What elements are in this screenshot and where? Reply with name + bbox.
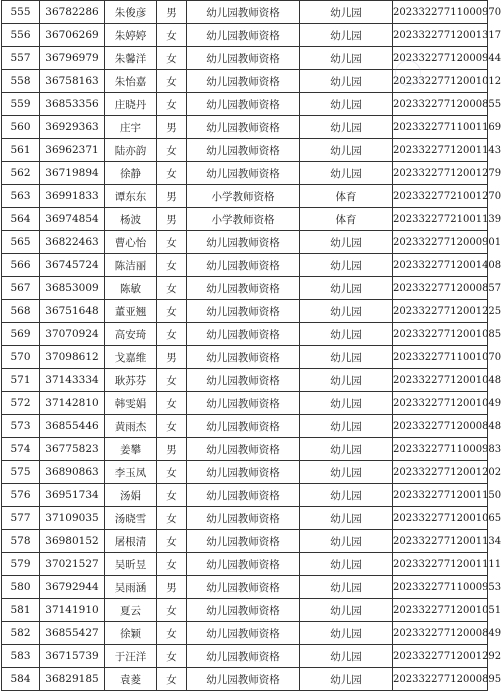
candidate-name-cell: 董亚翘 bbox=[105, 300, 157, 323]
subject-cell: 幼儿园 bbox=[300, 139, 393, 162]
ticket-number-cell: 36855427 bbox=[40, 622, 105, 645]
subject-cell: 幼儿园 bbox=[300, 346, 393, 369]
gender-cell: 女 bbox=[157, 47, 187, 70]
row-number-cell: 582 bbox=[2, 622, 40, 645]
qualification-type-cell: 幼儿园教师资格 bbox=[187, 576, 300, 599]
qualification-type-cell: 幼儿园教师资格 bbox=[187, 369, 300, 392]
ticket-number-cell: 36991833 bbox=[40, 185, 105, 208]
ticket-number-cell: 36719894 bbox=[40, 162, 105, 185]
ticket-number-cell: 36929363 bbox=[40, 116, 105, 139]
subject-cell: 幼儿园 bbox=[300, 231, 393, 254]
gender-cell: 男 bbox=[157, 185, 187, 208]
row-number-cell: 573 bbox=[2, 415, 40, 438]
candidate-name-cell: 汤娟 bbox=[105, 484, 157, 507]
candidate-name-cell: 夏云 bbox=[105, 599, 157, 622]
gender-cell: 男 bbox=[157, 346, 187, 369]
ticket-number-cell: 37021527 bbox=[40, 553, 105, 576]
gender-cell: 女 bbox=[157, 231, 187, 254]
ticket-number-cell: 37141910 bbox=[40, 599, 105, 622]
gender-cell: 女 bbox=[157, 415, 187, 438]
qualification-type-cell: 幼儿园教师资格 bbox=[187, 300, 300, 323]
candidate-name-cell: 朱俊彦 bbox=[105, 1, 157, 24]
candidate-name-cell: 戈嘉维 bbox=[105, 346, 157, 369]
subject-cell: 幼儿园 bbox=[300, 599, 393, 622]
subject-cell: 幼儿园 bbox=[300, 254, 393, 277]
candidate-name-cell: 袁菱 bbox=[105, 668, 157, 691]
table-row bbox=[2, 1, 488, 24]
ticket-number-cell: 36951734 bbox=[40, 484, 105, 507]
ticket-number-cell: 37109035 bbox=[40, 507, 105, 530]
gender-cell: 男 bbox=[157, 1, 187, 24]
roster-table-body bbox=[2, 1, 501, 691]
qualification-type-cell: 幼儿园教师资格 bbox=[187, 392, 300, 415]
table-row bbox=[2, 622, 488, 645]
qualification-type-cell: 幼儿园教师资格 bbox=[187, 162, 300, 185]
candidate-name-cell: 汤晓雪 bbox=[105, 507, 157, 530]
candidate-name-cell: 庄宇 bbox=[105, 116, 157, 139]
ticket-number-cell: 36758163 bbox=[40, 70, 105, 93]
row-number-cell: 567 bbox=[2, 277, 40, 300]
subject-cell: 幼儿园 bbox=[300, 93, 393, 116]
candidate-name-cell: 朱婷婷 bbox=[105, 24, 157, 47]
certificate-number-cell: 20233227712000895 bbox=[393, 668, 488, 691]
subject-cell: 幼儿园 bbox=[300, 438, 393, 461]
certificate-number-cell: 20233227711000953 bbox=[393, 576, 488, 599]
gender-cell: 女 bbox=[157, 645, 187, 668]
certificate-number-cell: 20233227712001065 bbox=[393, 507, 488, 530]
certificate-number-cell: 20233227712000848 bbox=[393, 415, 488, 438]
subject-cell: 幼儿园 bbox=[300, 369, 393, 392]
ticket-number-cell: 36974854 bbox=[40, 208, 105, 231]
certificate-number-cell: 20233227712000849 bbox=[393, 622, 488, 645]
candidate-name-cell: 耿苏芬 bbox=[105, 369, 157, 392]
ticket-number-cell: 37098612 bbox=[40, 346, 105, 369]
candidate-name-cell: 陈洁丽 bbox=[105, 254, 157, 277]
table-row bbox=[2, 93, 488, 116]
subject-cell: 幼儿园 bbox=[300, 507, 393, 530]
ticket-number-cell: 36822463 bbox=[40, 231, 105, 254]
qualification-type-cell: 幼儿园教师资格 bbox=[187, 461, 300, 484]
candidate-name-cell: 曹心怡 bbox=[105, 231, 157, 254]
row-number-cell: 571 bbox=[2, 369, 40, 392]
certificate-number-cell: 20233227712000944 bbox=[393, 47, 488, 70]
subject-cell: 幼儿园 bbox=[300, 484, 393, 507]
certificate-number-cell: 20233227712001279 bbox=[393, 162, 488, 185]
table-row bbox=[2, 300, 488, 323]
subject-cell: 幼儿园 bbox=[300, 24, 393, 47]
table-row bbox=[2, 116, 488, 139]
subject-cell: 幼儿园 bbox=[300, 530, 393, 553]
subject-cell: 幼儿园 bbox=[300, 392, 393, 415]
candidate-name-cell: 徐静 bbox=[105, 162, 157, 185]
table-row bbox=[2, 24, 488, 47]
row-number-cell: 577 bbox=[2, 507, 40, 530]
candidate-name-cell: 李玉凤 bbox=[105, 461, 157, 484]
table-row bbox=[2, 461, 488, 484]
subject-cell: 幼儿园 bbox=[300, 323, 393, 346]
row-number-cell: 561 bbox=[2, 139, 40, 162]
gender-cell: 女 bbox=[157, 139, 187, 162]
qualification-type-cell: 幼儿园教师资格 bbox=[187, 599, 300, 622]
certificate-number-cell: 20233227712001408 bbox=[393, 254, 488, 277]
qualification-type-cell: 幼儿园教师资格 bbox=[187, 254, 300, 277]
certificate-number-cell: 20233227712001111 bbox=[393, 553, 488, 576]
certificate-number-cell: 20233227712001292 bbox=[393, 645, 488, 668]
candidate-name-cell: 杨波 bbox=[105, 208, 157, 231]
qualification-type-cell: 幼儿园教师资格 bbox=[187, 645, 300, 668]
candidate-name-cell: 朱馨洋 bbox=[105, 47, 157, 70]
ticket-number-cell: 37142810 bbox=[40, 392, 105, 415]
subject-cell: 幼儿园 bbox=[300, 553, 393, 576]
row-number-cell: 557 bbox=[2, 47, 40, 70]
gender-cell: 男 bbox=[157, 116, 187, 139]
roster-table bbox=[1, 0, 501, 691]
candidate-name-cell: 韩雯娟 bbox=[105, 392, 157, 415]
row-number-cell: 572 bbox=[2, 392, 40, 415]
certificate-number-cell: 20233227711001070 bbox=[393, 346, 488, 369]
gender-cell: 女 bbox=[157, 484, 187, 507]
row-number-cell: 565 bbox=[2, 231, 40, 254]
qualification-type-cell: 幼儿园教师资格 bbox=[187, 507, 300, 530]
subject-cell: 幼儿园 bbox=[300, 116, 393, 139]
qualification-type-cell: 幼儿园教师资格 bbox=[187, 484, 300, 507]
gender-cell: 女 bbox=[157, 70, 187, 93]
certificate-number-cell: 20233227721001270 bbox=[393, 185, 488, 208]
gender-cell: 女 bbox=[157, 300, 187, 323]
row-number-cell: 562 bbox=[2, 162, 40, 185]
qualification-type-cell: 幼儿园教师资格 bbox=[187, 139, 300, 162]
candidate-name-cell: 吴雨涵 bbox=[105, 576, 157, 599]
qualification-type-cell: 小学教师资格 bbox=[187, 185, 300, 208]
qualification-type-cell: 幼儿园教师资格 bbox=[187, 47, 300, 70]
row-number-cell: 559 bbox=[2, 93, 40, 116]
table-row bbox=[2, 668, 488, 691]
certificate-number-cell: 20233227712000855 bbox=[393, 93, 488, 116]
ticket-number-cell: 36980152 bbox=[40, 530, 105, 553]
gender-cell: 女 bbox=[157, 507, 187, 530]
certificate-number-cell: 20233227712001134 bbox=[393, 530, 488, 553]
row-number-cell: 575 bbox=[2, 461, 40, 484]
ticket-number-cell: 36853356 bbox=[40, 93, 105, 116]
table-row bbox=[2, 369, 488, 392]
candidate-name-cell: 朱怡嘉 bbox=[105, 70, 157, 93]
table-row bbox=[2, 323, 488, 346]
subject-cell: 幼儿园 bbox=[300, 415, 393, 438]
row-number-cell: 558 bbox=[2, 70, 40, 93]
row-number-cell: 564 bbox=[2, 208, 40, 231]
ticket-number-cell: 36962371 bbox=[40, 139, 105, 162]
certificate-number-cell: 20233227711000970 bbox=[393, 1, 488, 24]
table-row bbox=[2, 576, 488, 599]
gender-cell: 男 bbox=[157, 438, 187, 461]
certificate-number-cell: 20233227712001202 bbox=[393, 461, 488, 484]
qualification-type-cell: 小学教师资格 bbox=[187, 208, 300, 231]
row-number-cell: 578 bbox=[2, 530, 40, 553]
table-row bbox=[2, 277, 488, 300]
certificate-number-cell: 20233227711000983 bbox=[393, 438, 488, 461]
subject-cell: 幼儿园 bbox=[300, 300, 393, 323]
qualification-type-cell: 幼儿园教师资格 bbox=[187, 93, 300, 116]
certificate-number-cell: 20233227712001317 bbox=[393, 24, 488, 47]
table-row bbox=[2, 231, 488, 254]
subject-cell: 幼儿园 bbox=[300, 645, 393, 668]
ticket-number-cell: 36782286 bbox=[40, 1, 105, 24]
ticket-number-cell: 36792944 bbox=[40, 576, 105, 599]
row-number-cell: 563 bbox=[2, 185, 40, 208]
gender-cell: 女 bbox=[157, 93, 187, 116]
certificate-number-cell: 20233227712001051 bbox=[393, 599, 488, 622]
certificate-number-cell: 20233227712001048 bbox=[393, 369, 488, 392]
table-row bbox=[2, 392, 488, 415]
certificate-number-cell: 20233227712001150 bbox=[393, 484, 488, 507]
certificate-number-cell: 20233227712001012 bbox=[393, 70, 488, 93]
gender-cell: 女 bbox=[157, 530, 187, 553]
qualification-type-cell: 幼儿园教师资格 bbox=[187, 553, 300, 576]
row-number-cell: 566 bbox=[2, 254, 40, 277]
table-row bbox=[2, 507, 488, 530]
row-number-cell: 569 bbox=[2, 323, 40, 346]
candidate-name-cell: 陆亦韵 bbox=[105, 139, 157, 162]
gender-cell: 女 bbox=[157, 553, 187, 576]
gender-cell: 男 bbox=[157, 208, 187, 231]
candidate-name-cell: 黄雨杰 bbox=[105, 415, 157, 438]
qualification-type-cell: 幼儿园教师资格 bbox=[187, 323, 300, 346]
ticket-number-cell: 36855446 bbox=[40, 415, 105, 438]
qualification-type-cell: 幼儿园教师资格 bbox=[187, 70, 300, 93]
qualification-type-cell: 幼儿园教师资格 bbox=[187, 530, 300, 553]
row-number-cell: 556 bbox=[2, 24, 40, 47]
certificate-number-cell: 20233227711001169 bbox=[393, 116, 488, 139]
row-number-cell: 580 bbox=[2, 576, 40, 599]
certificate-number-cell: 20233227712001143 bbox=[393, 139, 488, 162]
gender-cell: 女 bbox=[157, 323, 187, 346]
table-row bbox=[2, 415, 488, 438]
ticket-number-cell: 36775823 bbox=[40, 438, 105, 461]
table-row bbox=[2, 208, 488, 231]
ticket-number-cell: 36890863 bbox=[40, 461, 105, 484]
gender-cell: 女 bbox=[157, 369, 187, 392]
candidate-name-cell: 陈敏 bbox=[105, 277, 157, 300]
ticket-number-cell: 36853009 bbox=[40, 277, 105, 300]
table-row bbox=[2, 553, 488, 576]
ticket-number-cell: 36706269 bbox=[40, 24, 105, 47]
qualification-type-cell: 幼儿园教师资格 bbox=[187, 415, 300, 438]
table-row bbox=[2, 139, 488, 162]
table-row bbox=[2, 185, 488, 208]
subject-cell: 幼儿园 bbox=[300, 1, 393, 24]
table-row bbox=[2, 484, 488, 507]
ticket-number-cell: 36715739 bbox=[40, 645, 105, 668]
subject-cell: 幼儿园 bbox=[300, 70, 393, 93]
candidate-name-cell: 屠根清 bbox=[105, 530, 157, 553]
gender-cell: 女 bbox=[157, 461, 187, 484]
subject-cell: 体育 bbox=[300, 185, 393, 208]
candidate-name-cell: 庄晓丹 bbox=[105, 93, 157, 116]
gender-cell: 女 bbox=[157, 162, 187, 185]
ticket-number-cell: 36796979 bbox=[40, 47, 105, 70]
gender-cell: 女 bbox=[157, 668, 187, 691]
row-number-cell: 579 bbox=[2, 553, 40, 576]
candidate-name-cell: 徐颖 bbox=[105, 622, 157, 645]
qualification-type-cell: 幼儿园教师资格 bbox=[187, 438, 300, 461]
certificate-number-cell: 20233227721001139 bbox=[393, 208, 488, 231]
certificate-number-cell: 20233227712000857 bbox=[393, 277, 488, 300]
certificate-number-cell: 20233227712000901 bbox=[393, 231, 488, 254]
row-number-cell: 576 bbox=[2, 484, 40, 507]
ticket-number-cell: 37143334 bbox=[40, 369, 105, 392]
qualification-type-cell: 幼儿园教师资格 bbox=[187, 668, 300, 691]
qualification-type-cell: 幼儿园教师资格 bbox=[187, 24, 300, 47]
qualification-type-cell: 幼儿园教师资格 bbox=[187, 277, 300, 300]
table-row bbox=[2, 47, 488, 70]
gender-cell: 男 bbox=[157, 576, 187, 599]
subject-cell: 幼儿园 bbox=[300, 576, 393, 599]
qualification-type-cell: 幼儿园教师资格 bbox=[187, 622, 300, 645]
qualification-type-cell: 幼儿园教师资格 bbox=[187, 1, 300, 24]
gender-cell: 女 bbox=[157, 599, 187, 622]
candidate-name-cell: 高安琦 bbox=[105, 323, 157, 346]
table-row bbox=[2, 438, 488, 461]
table-row bbox=[2, 346, 488, 369]
certificate-number-cell: 20233227712001225 bbox=[393, 300, 488, 323]
row-number-cell: 584 bbox=[2, 668, 40, 691]
row-number-cell: 568 bbox=[2, 300, 40, 323]
qualification-type-cell: 幼儿园教师资格 bbox=[187, 231, 300, 254]
candidate-name-cell: 于汪洋 bbox=[105, 645, 157, 668]
gender-cell: 女 bbox=[157, 277, 187, 300]
candidate-name-cell: 吴昕昱 bbox=[105, 553, 157, 576]
row-number-cell: 560 bbox=[2, 116, 40, 139]
ticket-number-cell: 36745724 bbox=[40, 254, 105, 277]
subject-cell: 幼儿园 bbox=[300, 668, 393, 691]
ticket-number-cell: 36751648 bbox=[40, 300, 105, 323]
certificate-number-cell: 20233227712001049 bbox=[393, 392, 488, 415]
gender-cell: 女 bbox=[157, 622, 187, 645]
qualification-type-cell: 幼儿园教师资格 bbox=[187, 116, 300, 139]
row-number-cell: 581 bbox=[2, 599, 40, 622]
table-row bbox=[2, 530, 488, 553]
table-row bbox=[2, 70, 488, 93]
table-row bbox=[2, 254, 488, 277]
subject-cell: 幼儿园 bbox=[300, 47, 393, 70]
gender-cell: 女 bbox=[157, 392, 187, 415]
ticket-number-cell: 37070924 bbox=[40, 323, 105, 346]
candidate-name-cell: 谭东东 bbox=[105, 185, 157, 208]
row-number-cell: 555 bbox=[2, 1, 40, 24]
certificate-number-cell: 20233227712001085 bbox=[393, 323, 488, 346]
subject-cell: 幼儿园 bbox=[300, 461, 393, 484]
table-row bbox=[2, 162, 488, 185]
subject-cell: 幼儿园 bbox=[300, 277, 393, 300]
subject-cell: 幼儿园 bbox=[300, 162, 393, 185]
table-row bbox=[2, 645, 488, 668]
qualification-type-cell: 幼儿园教师资格 bbox=[187, 346, 300, 369]
subject-cell: 幼儿园 bbox=[300, 622, 393, 645]
row-number-cell: 583 bbox=[2, 645, 40, 668]
candidate-name-cell: 姜攀 bbox=[105, 438, 157, 461]
row-number-cell: 574 bbox=[2, 438, 40, 461]
subject-cell: 体育 bbox=[300, 208, 393, 231]
gender-cell: 女 bbox=[157, 24, 187, 47]
row-number-cell: 570 bbox=[2, 346, 40, 369]
table-row bbox=[2, 599, 488, 622]
ticket-number-cell: 36829185 bbox=[40, 668, 105, 691]
gender-cell: 女 bbox=[157, 254, 187, 277]
